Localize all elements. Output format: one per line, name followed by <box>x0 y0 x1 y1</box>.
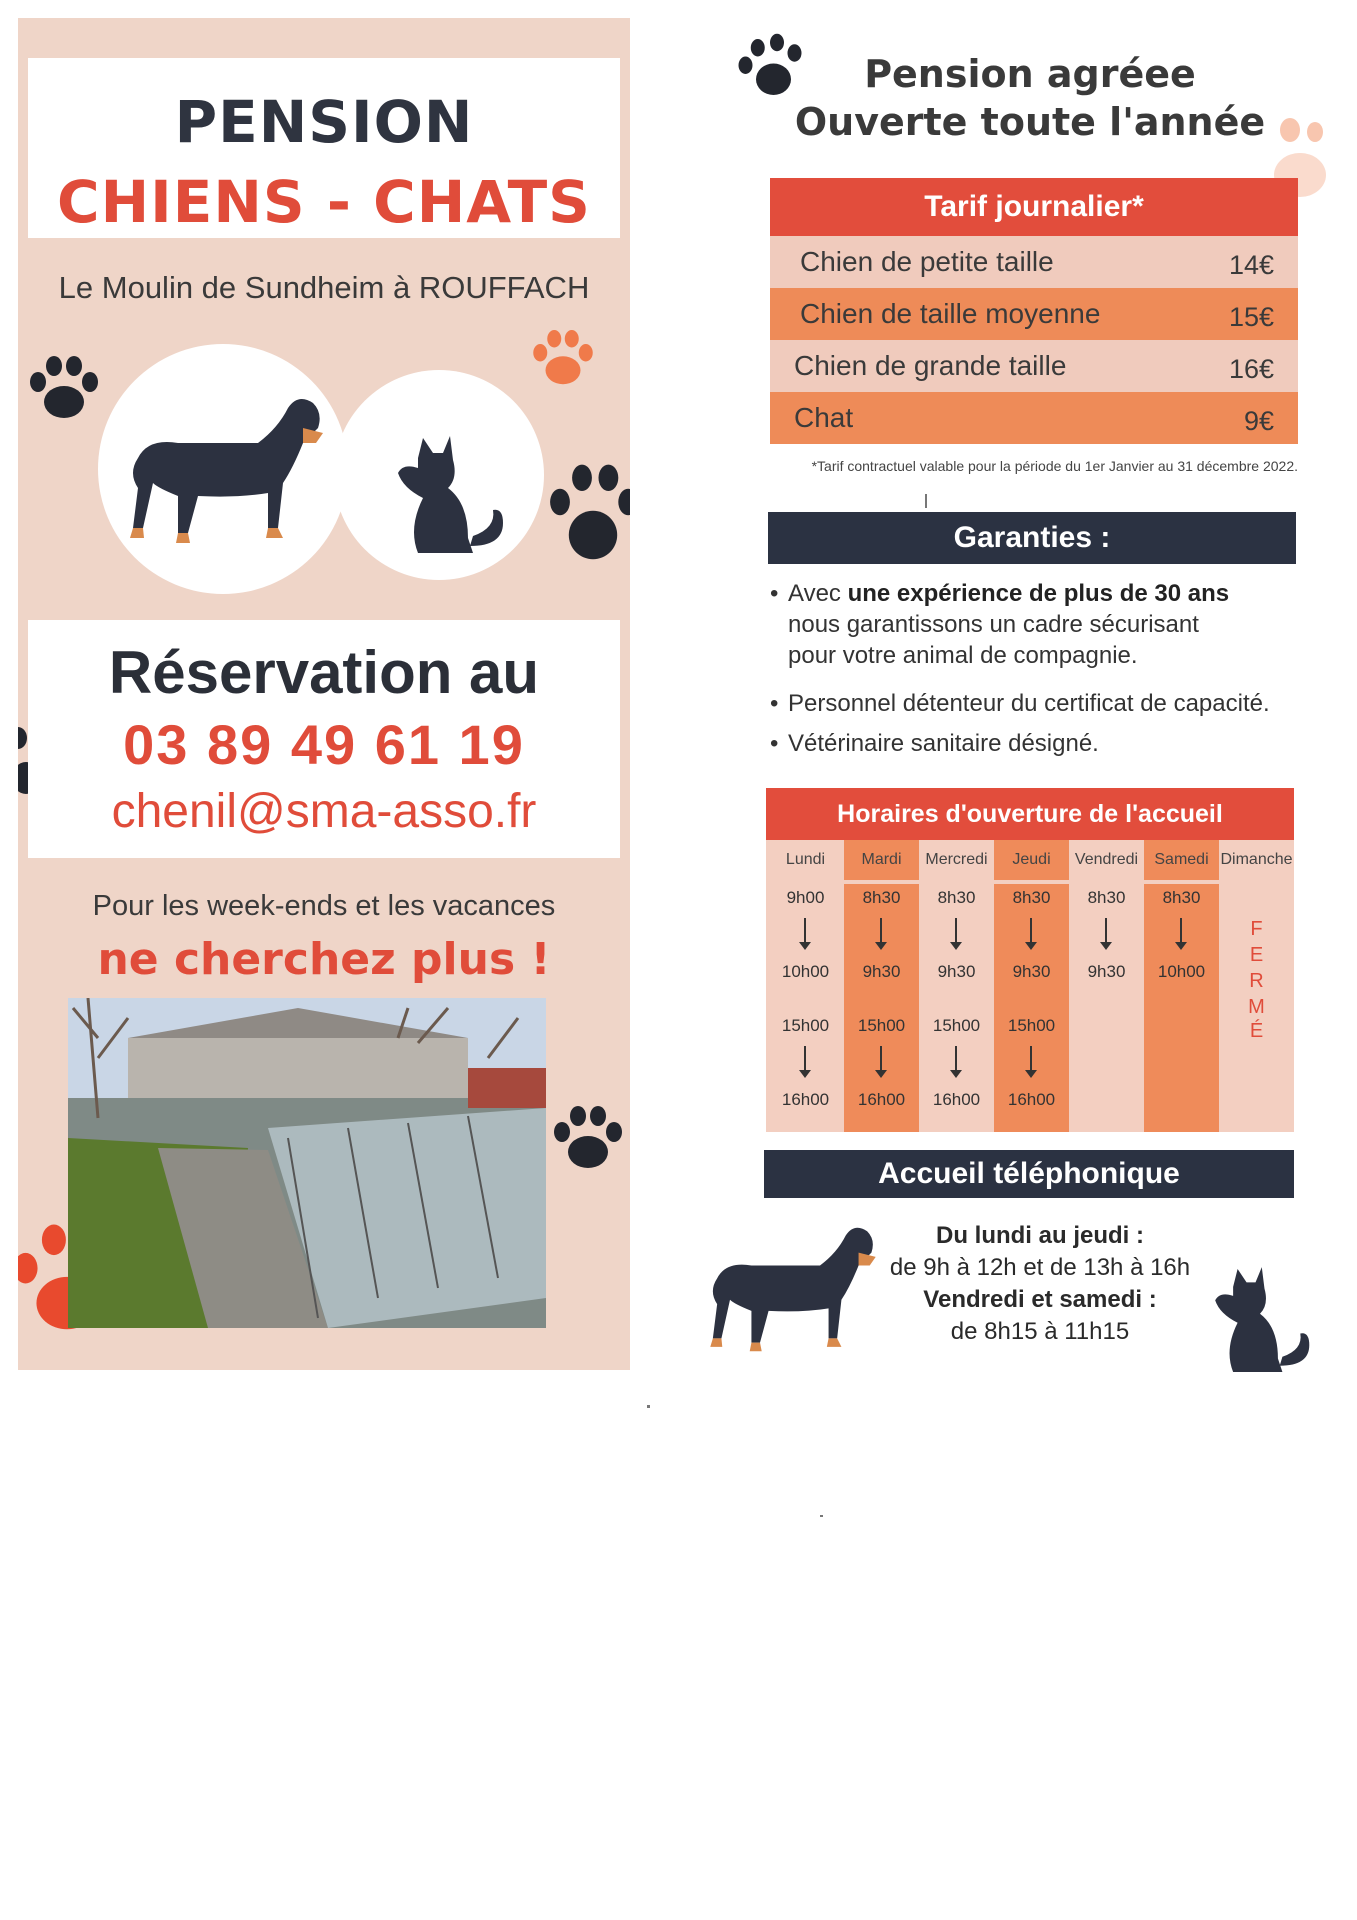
garantie-bold: une expérience de plus de 30 ans <box>847 580 1230 607</box>
day-header: Samedi <box>1144 840 1219 880</box>
time-open: 8h30 <box>1012 888 1051 907</box>
accueil-line: Du lundi au jeudi : <box>936 1222 1144 1249</box>
scan-speck <box>647 1405 650 1408</box>
time-close: 16h00 <box>1007 1090 1056 1109</box>
arrow-down-icon <box>880 1046 882 1072</box>
dog-illustration <box>118 388 328 568</box>
garanties-header: Garanties : <box>768 512 1296 564</box>
paw-icon <box>548 458 630 568</box>
accueil-header: Accueil téléphonique <box>764 1150 1294 1198</box>
arrow-down-icon <box>1030 918 1032 944</box>
day-column <box>768 884 843 1132</box>
time-open: 15h00 <box>781 1016 830 1035</box>
day-header: Jeudi <box>994 840 1069 880</box>
time-open: 15h00 <box>1007 1016 1056 1035</box>
tarif-label: Chat <box>794 402 854 433</box>
open-all-year-title: Ouverte toute l'année <box>794 100 1266 144</box>
tarif-price: 16€ <box>1228 354 1274 384</box>
cat-illustration <box>1195 1260 1325 1372</box>
tarif-row <box>770 392 1298 444</box>
cat-illustration <box>378 428 518 568</box>
arrow-down-icon <box>1180 918 1182 944</box>
paw-icon <box>528 323 598 393</box>
tarif-header: Tarif journalier* <box>770 178 1298 236</box>
garantie-prefix: Avec <box>788 580 848 607</box>
accueil-line: de 9h à 12h et de 13h à 16h <box>889 1254 1191 1281</box>
time-close: 9h30 <box>1087 962 1126 981</box>
garantie-rest: nous garantissons un cadre sécurisant pour votre animal de compagnie. <box>788 611 1199 669</box>
garantie-text: Personnel détenteur du certificat de capacité. <box>788 690 1270 717</box>
closed-letter: R <box>1249 970 1264 992</box>
paw-icon <box>548 1098 628 1178</box>
time-close: 16h00 <box>781 1090 830 1109</box>
time-open: 8h30 <box>937 888 976 907</box>
time-open: 9h00 <box>786 888 825 907</box>
closed-letter: F <box>1250 918 1263 940</box>
scan-speck <box>925 494 927 508</box>
day-header: Vendredi <box>1074 851 1139 868</box>
time-open: 8h30 <box>1087 888 1126 907</box>
reservation-title: Réservation au <box>108 639 540 706</box>
pension-agreee-title: Pension agréee <box>864 52 1196 96</box>
garantie-text: Vétérinaire sanitaire désigné. <box>788 730 1099 757</box>
time-open: 15h00 <box>857 1016 906 1035</box>
tarif-row <box>770 236 1298 288</box>
time-close: 9h30 <box>862 962 901 981</box>
tarif-price: 15€ <box>1228 302 1274 332</box>
tarif-label: Chien de petite taille <box>800 246 1054 277</box>
arrow-down-icon <box>1105 918 1107 944</box>
title-pension: PENSION <box>174 88 474 156</box>
kennel-photo <box>68 998 546 1328</box>
closed-letter: É <box>1249 1020 1264 1042</box>
time-open: 8h30 <box>1162 888 1201 907</box>
time-close: 16h00 <box>857 1090 906 1109</box>
tarif-price: 9€ <box>1243 406 1274 436</box>
weekend-text: Pour les week-ends et les vacances <box>92 890 556 922</box>
horaires-header: Horaires d'ouverture de l'accueil <box>766 788 1294 840</box>
phone-number[interactable]: 03 89 49 61 19 <box>123 713 525 776</box>
tarif-price: 14€ <box>1228 250 1274 280</box>
day-column <box>844 884 919 1132</box>
time-close: 10h00 <box>1157 962 1206 981</box>
dog-illustration <box>700 1218 880 1373</box>
tarif-row <box>770 288 1298 340</box>
arrow-down-icon <box>1030 1046 1032 1072</box>
bullet: • <box>770 580 779 607</box>
scan-speck <box>820 1515 823 1517</box>
arrow-down-icon <box>955 918 957 944</box>
closed-letter: M <box>1248 996 1265 1018</box>
day-header: Lundi <box>785 851 826 868</box>
time-open: 8h30 <box>862 888 901 907</box>
closed-letter: E <box>1249 944 1264 966</box>
title-chiens-chats: CHIENS - CHATS <box>57 168 591 236</box>
email-link[interactable]: chenil@sma-asso.fr <box>111 785 537 838</box>
day-header: Dimanche <box>1220 851 1293 868</box>
arrow-down-icon <box>955 1046 957 1072</box>
tarif-note: *Tarif contractuel valable pour la période du 1er Janvier au 31 décembre 2022. <box>811 458 1298 474</box>
paw-icon <box>24 348 104 428</box>
day-column <box>919 884 994 1132</box>
bullet: • <box>770 690 779 717</box>
tarif-row <box>770 340 1298 392</box>
time-close: 10h00 <box>781 962 830 981</box>
bullet: • <box>770 730 779 757</box>
tarif-label: Chien de grande taille <box>794 350 1067 381</box>
accueil-line: de 8h15 à 11h15 <box>950 1318 1130 1345</box>
day-column <box>994 884 1069 1132</box>
day-column <box>1144 884 1219 1132</box>
day-header: Mercredi <box>925 851 988 868</box>
day-header: Mardi <box>844 840 919 880</box>
day-column <box>1069 884 1144 1132</box>
location-text: Le Moulin de Sundheim à ROUFFACH <box>58 270 590 305</box>
day-column-closed <box>1219 884 1294 1132</box>
time-close: 16h00 <box>932 1090 981 1109</box>
arrow-down-icon <box>880 918 882 944</box>
time-close: 9h30 <box>1012 962 1051 981</box>
arrow-down-icon <box>804 918 806 944</box>
reservation-box <box>28 620 620 858</box>
left-panel <box>18 18 630 1370</box>
horaires-grid <box>766 840 1294 1132</box>
tarif-label: Chien de taille moyenne <box>800 298 1101 329</box>
title-box <box>28 58 620 238</box>
arrow-down-icon <box>804 1046 806 1072</box>
weekend-slogan: ne cherchez plus ! <box>97 934 551 985</box>
accueil-line: Vendredi et samedi : <box>923 1286 1157 1313</box>
time-close: 9h30 <box>937 962 976 981</box>
time-open: 15h00 <box>932 1016 981 1035</box>
